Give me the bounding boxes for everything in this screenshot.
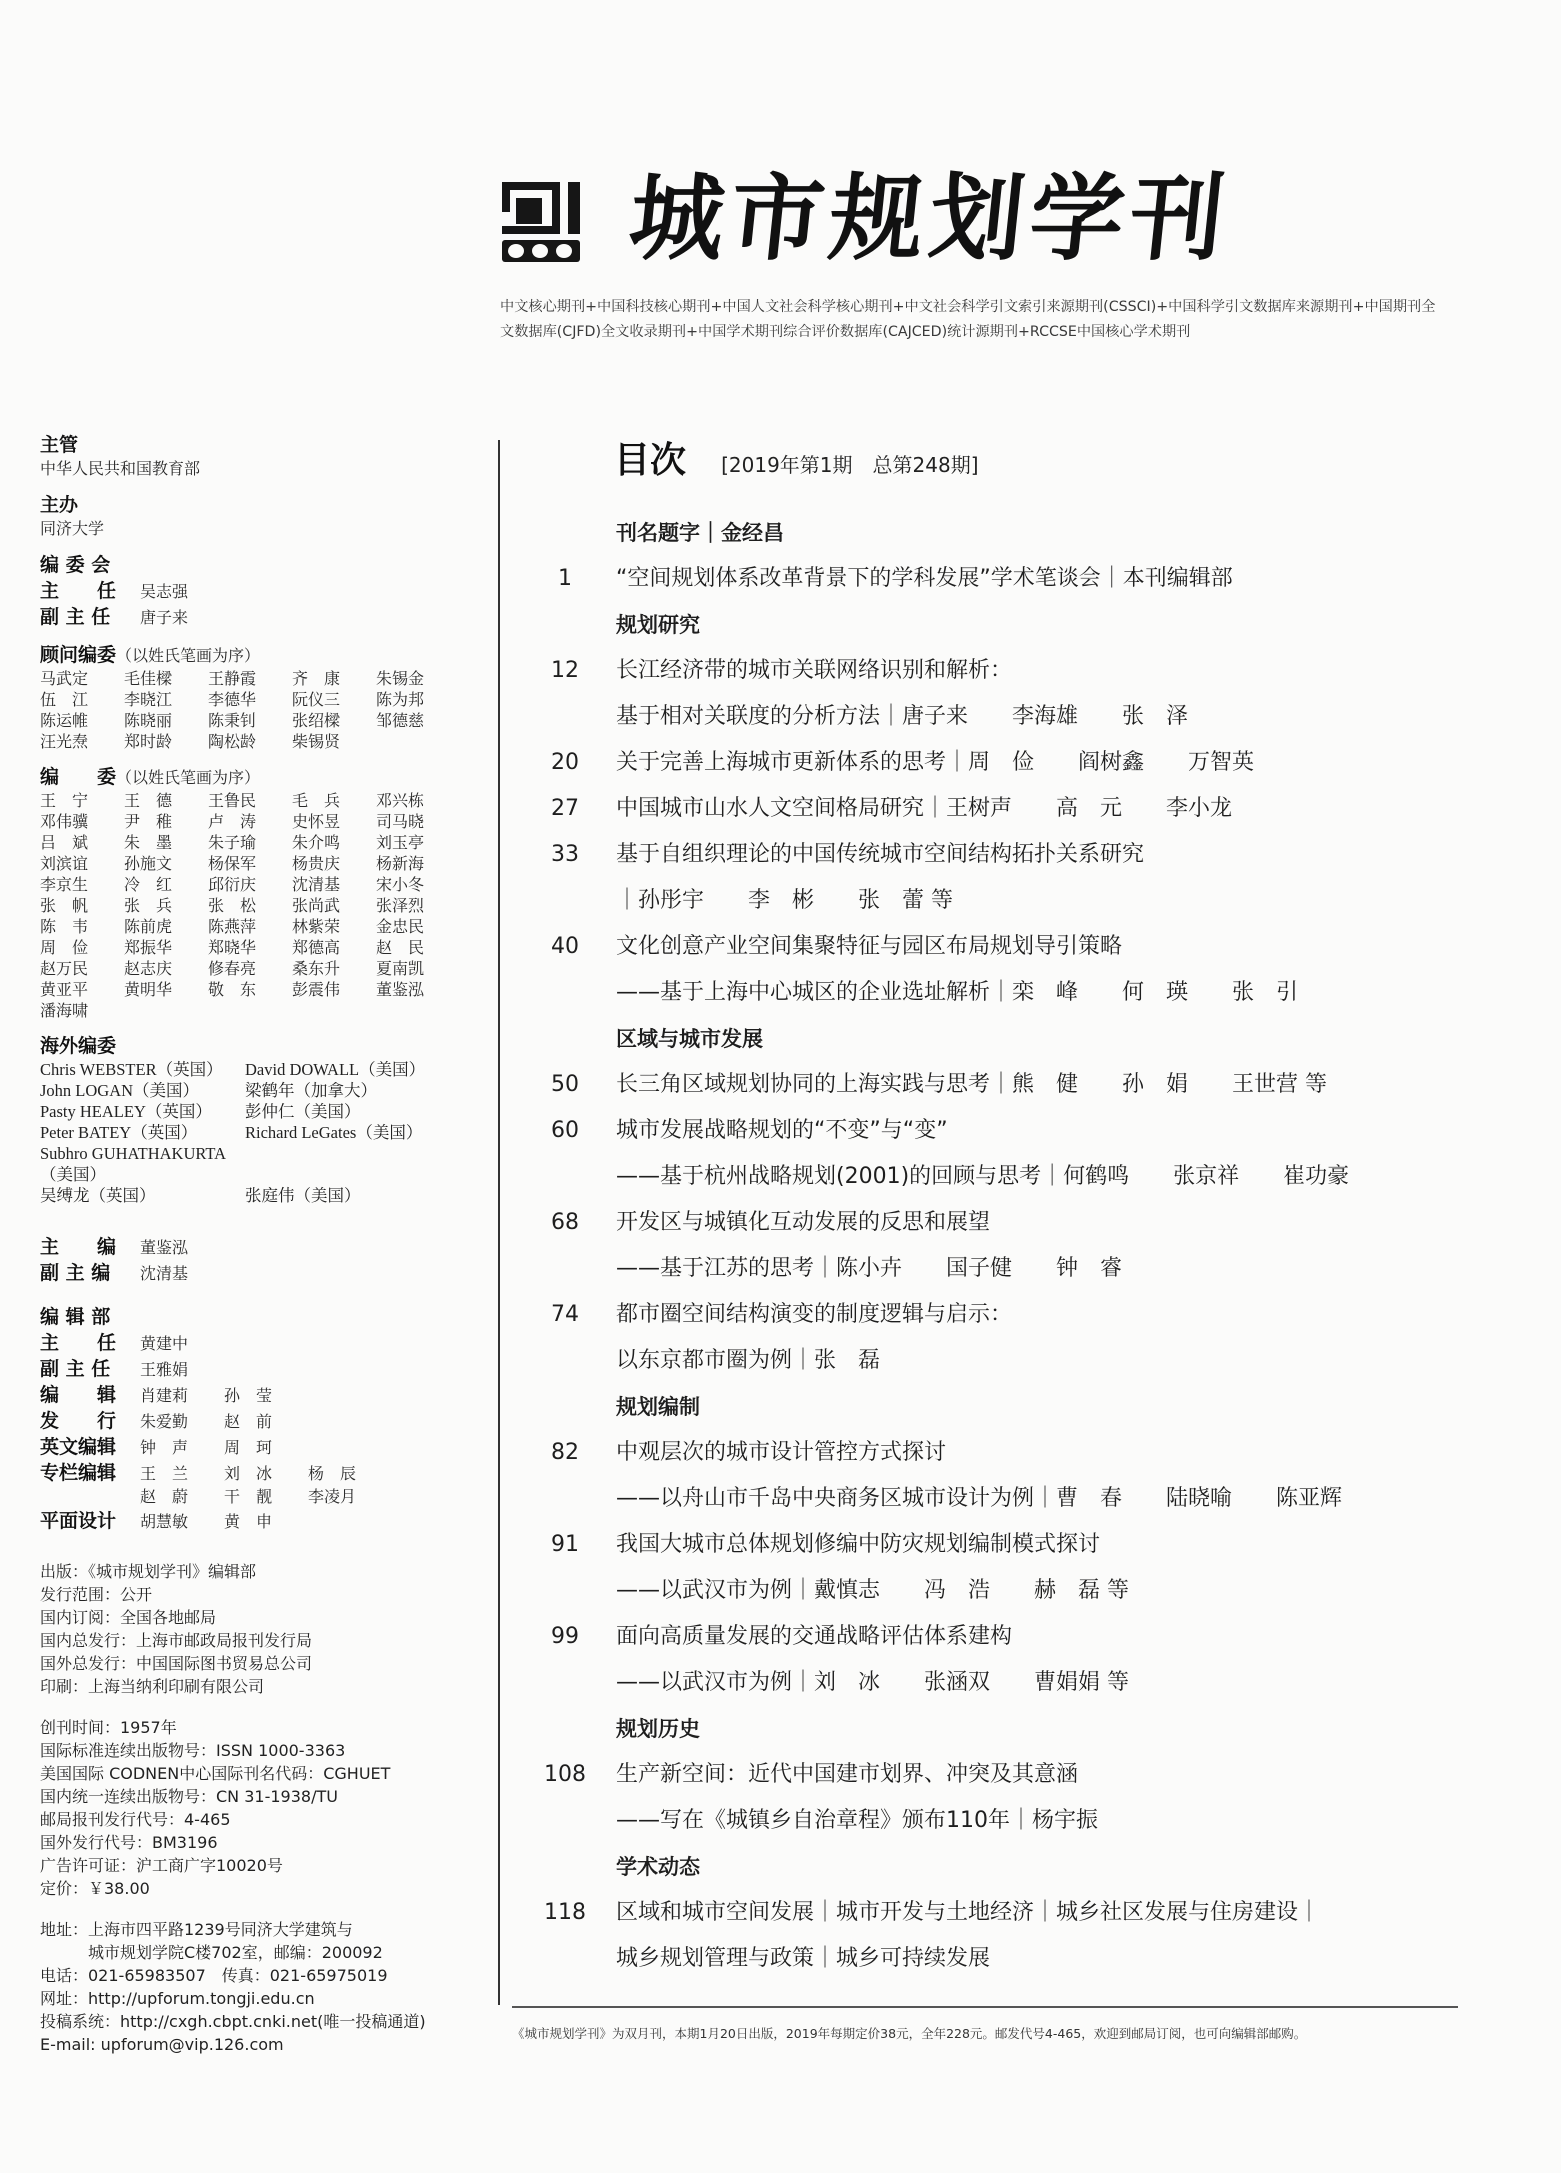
editorial-office-role: 副 主 任 bbox=[40, 1358, 111, 1380]
editors-names bbox=[40, 790, 480, 1021]
toc-entry bbox=[530, 1476, 1460, 1522]
issue-info: [2019年第1期 总第248期] bbox=[721, 453, 979, 477]
toc-title: 目次 bbox=[614, 440, 687, 481]
registration-line: 国内统一连续出版物号：CN 31-1938/TU bbox=[40, 1787, 338, 1806]
advisory-member: 邹德慈 bbox=[376, 711, 425, 730]
toc-page-number: 33 bbox=[551, 842, 579, 867]
editorial-office-member: 赵 前 bbox=[224, 1412, 273, 1431]
journal-logo bbox=[502, 182, 580, 262]
editor-member: 司马晓 bbox=[376, 812, 425, 831]
advisory-member: 李晓江 bbox=[124, 690, 173, 709]
editor-member: 王鲁民 bbox=[208, 791, 257, 810]
footer-note: 《城市规划学刊》为双月刊，本期1月20日出版，2019年每期定价38元，全年228元。邮发代号4-465，欢迎到邮局订阅，也可向编辑部邮购。 bbox=[512, 2026, 1307, 2041]
advisory-member: 陈晓丽 bbox=[124, 711, 173, 730]
toc-entry bbox=[530, 1338, 1460, 1384]
editorial-office-role: 英文编辑 bbox=[40, 1436, 117, 1458]
editor-member: 赵志庆 bbox=[124, 959, 173, 978]
publication-line: 发行范围：公开 bbox=[40, 1585, 153, 1604]
editor-member: 孙施文 bbox=[124, 854, 173, 873]
editor-member: 杨贵庆 bbox=[292, 854, 341, 873]
toc-entry bbox=[530, 832, 1460, 878]
toc-section bbox=[530, 510, 1460, 556]
toc-entry-title[interactable]: 文化创意产业空间集聚特征与园区布局规划导引策略 bbox=[616, 934, 1123, 959]
overseas-names bbox=[40, 1059, 480, 1206]
toc-page-number: 91 bbox=[551, 1532, 579, 1557]
editor-member: 沈清基 bbox=[292, 875, 341, 894]
editor-member: 桑东升 bbox=[292, 959, 341, 978]
toc-page-number: 50 bbox=[551, 1072, 579, 1097]
toc-page-number: 118 bbox=[544, 1900, 586, 1925]
advisory-member: 伍 江 bbox=[40, 690, 89, 709]
toc-entry bbox=[530, 740, 1460, 786]
contact-line: 地址：上海市四平路1239号同济大学建筑与 bbox=[40, 1920, 353, 1939]
editor-member: 王 德 bbox=[124, 791, 173, 810]
toc-entry bbox=[530, 1522, 1460, 1568]
overseas-member: 张庭伟（美国） bbox=[245, 1186, 361, 1205]
committee-role: 副 主 任 bbox=[40, 606, 111, 628]
editorial-office-label: 编 辑 部 bbox=[40, 1306, 111, 1328]
registration-line: 邮局报刊发行代号：4-465 bbox=[40, 1810, 231, 1829]
toc-page-number: 68 bbox=[551, 1210, 579, 1235]
editor-member: 郑德高 bbox=[292, 938, 341, 957]
editorial-office-member: 黄建中 bbox=[140, 1334, 189, 1353]
editorial-office-role: 编 辑 bbox=[40, 1384, 117, 1406]
toc-page-number: 60 bbox=[551, 1118, 579, 1143]
editorial-office-member: 朱爱勤 bbox=[140, 1412, 189, 1431]
advisory-member: 王静霞 bbox=[208, 669, 257, 688]
toc-entry-title[interactable]: 中观层次的城市设计管控方式探讨 bbox=[616, 1440, 947, 1465]
editor-member: 修春亮 bbox=[208, 959, 257, 978]
advisory-note: （以姓氏笔画为序） bbox=[116, 646, 261, 665]
advisory-block bbox=[40, 642, 480, 752]
contact-line: 投稿系统：http://cxgh.cbpt.cnki.net(唯一投稿通道) bbox=[40, 2012, 426, 2031]
editor-member: 周 俭 bbox=[40, 938, 89, 957]
editor-member: 冷 红 bbox=[124, 875, 173, 894]
supervisor-value: 中华人民共和国教育部 bbox=[40, 459, 201, 478]
editorial-office-names bbox=[140, 1359, 224, 1381]
editor-member: 宋小冬 bbox=[376, 875, 425, 894]
editor-member: 刘玉亭 bbox=[376, 833, 425, 852]
registration-line: 美国国际 CODNEN中心国际刊名代码：CGHUET bbox=[40, 1764, 391, 1783]
editor-member: 赵 民 bbox=[376, 938, 425, 957]
chief-editor-role: 副 主 编 bbox=[40, 1262, 111, 1284]
advisory-member: 汪光焘 bbox=[40, 732, 89, 751]
editorial-office-role: 发 行 bbox=[40, 1410, 117, 1432]
publication-line: 印刷：上海当纳利印刷有限公司 bbox=[40, 1677, 265, 1696]
editor-member: 郑晓华 bbox=[208, 938, 257, 957]
advisory-member: 陈运帷 bbox=[40, 711, 89, 730]
advisory-member: 阮仪三 bbox=[292, 690, 341, 709]
publication-line: 国内订阅：全国各地邮局 bbox=[40, 1608, 217, 1627]
column-divider bbox=[498, 440, 500, 2005]
overseas-member: David DOWALL（美国） bbox=[245, 1060, 426, 1079]
editor-member: 李京生 bbox=[40, 875, 89, 894]
overseas-label: 海外编委 bbox=[40, 1035, 117, 1057]
toc-entry-title[interactable]: 都市圈空间结构演变的制度逻辑与启示： bbox=[616, 1302, 1013, 1327]
editor-member: 吕 斌 bbox=[40, 833, 89, 852]
overseas-member: 吴缚龙（英国） bbox=[40, 1186, 156, 1205]
overseas-member: Richard LeGates（美国） bbox=[245, 1123, 423, 1142]
toc-entry bbox=[530, 556, 1460, 602]
publication-line: 国外总发行：中国国际图书贸易总公司 bbox=[40, 1654, 313, 1673]
advisory-member: 马武定 bbox=[40, 669, 89, 688]
editorial-board-column bbox=[40, 432, 480, 2068]
toc-section bbox=[530, 1706, 1460, 1752]
publication-line: 出版：《城市规划学刊》编辑部 bbox=[40, 1562, 257, 1581]
editorial-office-names bbox=[140, 1511, 308, 1533]
toc-entry bbox=[530, 1752, 1460, 1798]
overseas-member: Chris WEBSTER（英国） bbox=[40, 1060, 223, 1079]
advisory-member: 朱锡金 bbox=[376, 669, 425, 688]
editor-member: 尹 稚 bbox=[124, 812, 173, 831]
editorial-office-member: 王雅娟 bbox=[140, 1360, 189, 1379]
editor-member: 郑振华 bbox=[124, 938, 173, 957]
toc-entry-title[interactable]: ——以武汉市为例｜刘 冰 张涵双 曹娟娟 等 bbox=[616, 1670, 1129, 1695]
editor-member: 张泽烈 bbox=[376, 896, 425, 915]
editorial-office-names bbox=[140, 1437, 308, 1459]
toc-entry bbox=[530, 648, 1460, 694]
publication-line: 国内总发行：上海市邮政局报刊发行局 bbox=[40, 1631, 313, 1650]
editor-member: 陈 韦 bbox=[40, 917, 89, 936]
toc-entry bbox=[530, 924, 1460, 970]
toc-entry bbox=[530, 786, 1460, 832]
toc-entry-title[interactable]: 基于自组织理论的中国传统城市空间结构拓扑关系研究 bbox=[616, 842, 1145, 867]
editor-member: 朱介鸣 bbox=[292, 833, 341, 852]
toc-entry-title[interactable]: 关于完善上海城市更新体系的思考｜周 俭 阎树鑫 万智英 bbox=[616, 750, 1255, 775]
toc-entry-title[interactable]: 区域和城市空间发展｜城市开发与土地经济｜城乡社区发展与住房建设｜ bbox=[616, 1900, 1321, 1925]
editorial-office-row bbox=[40, 1434, 480, 1460]
toc-entry-title[interactable]: ——以舟山市千岛中央商务区城市设计为例｜曹 春 陆晓喻 陈亚辉 bbox=[616, 1486, 1343, 1511]
toc-entry bbox=[530, 1154, 1460, 1200]
sponsor-block bbox=[40, 492, 480, 540]
editors-block bbox=[40, 764, 480, 1021]
editor-member: 史怀昱 bbox=[292, 812, 341, 831]
editorial-office-names bbox=[140, 1411, 308, 1433]
editor-member: 夏南凯 bbox=[376, 959, 425, 978]
editorial-office-member: 孙 莹 bbox=[224, 1386, 273, 1405]
registration-line: 国外发行代号：BM3196 bbox=[40, 1833, 218, 1852]
toc-entry-title[interactable]: 中国城市山水人文空间格局研究｜王树声 高 元 李小龙 bbox=[616, 796, 1233, 821]
committee-row bbox=[40, 604, 480, 630]
overseas-member: Pasty HEALEY（英国） bbox=[40, 1102, 212, 1121]
toc-page-number: 27 bbox=[551, 796, 579, 821]
sponsor-value: 同济大学 bbox=[40, 519, 105, 538]
toc-page-number: 82 bbox=[551, 1440, 579, 1465]
toc-entry-title[interactable]: ｜孙彤宇 李 彬 张 蕾 等 bbox=[616, 888, 953, 913]
toc-section-title: 规划研究 bbox=[616, 613, 700, 637]
toc-entry-title[interactable]: 城乡规划管理与政策｜城乡可持续发展 bbox=[616, 1946, 991, 1971]
committee-name: 唐子来 bbox=[140, 608, 189, 627]
editorial-office-names bbox=[140, 1463, 392, 1485]
editor-member: 赵万民 bbox=[40, 959, 89, 978]
editorial-office-member: 王 兰 bbox=[140, 1464, 189, 1483]
toc-entry-title[interactable]: 长三角区域规划协同的上海实践与思考｜熊 健 孙 娟 王世营 等 bbox=[616, 1072, 1327, 1097]
toc-entry bbox=[530, 1614, 1460, 1660]
editor-member: 林紫荣 bbox=[292, 917, 341, 936]
toc-entry-title[interactable]: “空间规划体系改革背景下的学科发展”学术笔谈会｜本刊编辑部 bbox=[616, 566, 1233, 591]
editorial-office-member: 干 靓 bbox=[224, 1487, 273, 1506]
editorial-office-names bbox=[140, 1486, 392, 1508]
toc-entry-title[interactable]: 生产新空间：近代中国建市划界、冲突及其意涵 bbox=[616, 1762, 1079, 1787]
indexing-statement: 中文核心期刊+中国科技核心期刊+中国人文社会科学核心期刊+中文社会科学引文索引来源期刊(CSSCI)+中国科学引文数据库来源期刊+中国期刊全文数据库(CJFD)全文收录期刊+中国学术期刊综合评价数据库(CAJCED)统计源期刊+RCCSE中国核心学术期刊 bbox=[500, 299, 1436, 340]
contact-line: E-mail: upforum@vip.126.com bbox=[40, 2035, 284, 2054]
editor-member: 张尚武 bbox=[292, 896, 341, 915]
toc-entry bbox=[530, 1062, 1460, 1108]
toc-section bbox=[530, 1016, 1460, 1062]
editor-member: 朱 墨 bbox=[124, 833, 173, 852]
advisory-member: 柴锡贤 bbox=[292, 732, 341, 751]
editor-member: 邱衍庆 bbox=[208, 875, 257, 894]
toc-page-number: 20 bbox=[551, 750, 579, 775]
toc-entry bbox=[530, 1292, 1460, 1338]
contact-line: 电话：021-65983507 传真：021-65975019 bbox=[40, 1966, 388, 1985]
toc-section-title: 规划历史 bbox=[616, 1717, 700, 1741]
toc-section-title: 学术动态 bbox=[616, 1855, 700, 1879]
toc-section bbox=[530, 602, 1460, 648]
editor-member: 黄明华 bbox=[124, 980, 173, 999]
toc-section-title: 规划编制 bbox=[616, 1395, 700, 1419]
editorial-office-row bbox=[40, 1408, 480, 1434]
committee-label: 编 委 会 bbox=[40, 554, 111, 576]
toc-entry-title[interactable]: ——基于杭州战略规划(2001)的回顾与思考｜何鹤鸣 张京祥 崔功豪 bbox=[616, 1164, 1350, 1189]
toc-entry bbox=[530, 970, 1460, 1016]
chief-editor-role: 主 编 bbox=[40, 1236, 117, 1258]
toc-page-number: 40 bbox=[551, 934, 579, 959]
editorial-office-role: 主 任 bbox=[40, 1332, 117, 1354]
editorial-office-names bbox=[140, 1333, 224, 1355]
toc-section-title: 区域与城市发展 bbox=[616, 1027, 763, 1051]
advisory-names bbox=[40, 668, 480, 752]
committee-row bbox=[40, 578, 480, 604]
editor-member: 黄亚平 bbox=[40, 980, 89, 999]
editors-label: 编 委 bbox=[40, 766, 117, 788]
toc-section-title: 刊名题字｜金经昌 bbox=[616, 521, 784, 545]
overseas-block bbox=[40, 1033, 480, 1206]
editorial-office-block bbox=[40, 1304, 480, 1534]
toc-entry bbox=[530, 1890, 1460, 1936]
toc-page-number: 12 bbox=[551, 658, 579, 683]
toc-page-number: 108 bbox=[544, 1762, 586, 1787]
editorial-office-row bbox=[40, 1382, 480, 1408]
overseas-member: Subhro GUHATHAKURTA（美国） bbox=[40, 1144, 227, 1184]
editor-member: 陈前虎 bbox=[124, 917, 173, 936]
committee-role: 主 任 bbox=[40, 580, 117, 602]
overseas-member bbox=[245, 1143, 475, 1185]
editor-member: 朱子瑜 bbox=[208, 833, 257, 852]
editorial-office-row bbox=[40, 1460, 480, 1486]
editor-member: 敬 东 bbox=[208, 980, 257, 999]
toc-entry bbox=[530, 1798, 1460, 1844]
advisory-member: 张绍樑 bbox=[292, 711, 341, 730]
editor-member: 卢 涛 bbox=[208, 812, 257, 831]
editorial-office-names bbox=[140, 1385, 308, 1407]
chief-editor-row bbox=[40, 1234, 480, 1260]
overseas-member: Peter BATEY（英国） bbox=[40, 1123, 198, 1142]
editor-member: 董鉴泓 bbox=[376, 980, 425, 999]
editor-member: 金忠民 bbox=[376, 917, 425, 936]
toc-entry-title[interactable]: 城市发展战略规划的“不变”与“变” bbox=[616, 1118, 948, 1143]
advisory-member: 陈为邦 bbox=[376, 690, 425, 709]
toc-page-number: 99 bbox=[551, 1624, 579, 1649]
toc-entry-title[interactable]: ——写在《城镇乡自治章程》颁布110年｜杨宇振 bbox=[616, 1808, 1098, 1833]
toc-entry bbox=[530, 1430, 1460, 1476]
editorial-office-role: 专栏编辑 bbox=[40, 1462, 117, 1484]
toc-entry-title[interactable]: 面向高质量发展的交通战略评估体系建构 bbox=[616, 1624, 1013, 1649]
toc-header bbox=[614, 432, 979, 483]
toc-entry-title[interactable]: 长江经济带的城市关联网络识别和解析： bbox=[616, 658, 1013, 683]
committee-name: 吴志强 bbox=[140, 582, 189, 601]
toc-entry bbox=[530, 1246, 1460, 1292]
toc-entry bbox=[530, 1568, 1460, 1614]
registration-line: 广告许可证：沪工商广字10020号 bbox=[40, 1856, 283, 1875]
editor-member: 张 帆 bbox=[40, 896, 89, 915]
toc-entry-title[interactable]: 开发区与城镇化互动发展的反思和展望 bbox=[616, 1210, 991, 1235]
toc-section bbox=[530, 1844, 1460, 1890]
chief-editor-name: 沈清基 bbox=[140, 1264, 189, 1283]
toc-entry bbox=[530, 694, 1460, 740]
advisory-member: 毛佳樑 bbox=[124, 669, 173, 688]
publication-info bbox=[40, 1560, 480, 1698]
committee-rows bbox=[40, 578, 480, 630]
table-of-contents bbox=[530, 510, 1460, 1982]
editorial-office-member: 黄 申 bbox=[224, 1512, 273, 1531]
editor-member: 王 宁 bbox=[40, 791, 89, 810]
editorial-office-row bbox=[40, 1356, 480, 1382]
editor-member: 杨保军 bbox=[208, 854, 257, 873]
toc-entry bbox=[530, 878, 1460, 924]
footer-divider bbox=[512, 2006, 1458, 2008]
registration-line: 国际标准连续出版物号：ISSN 1000-3363 bbox=[40, 1741, 346, 1760]
toc-page-number: 1 bbox=[558, 566, 572, 591]
chief-editor-row bbox=[40, 1260, 480, 1286]
chief-editor-block bbox=[40, 1234, 480, 1286]
overseas-member: 彭仲仁（美国） bbox=[245, 1102, 361, 1121]
toc-entry bbox=[530, 1936, 1460, 1982]
toc-entry-title[interactable]: 我国大城市总体规划修编中防灾规划编制模式探讨 bbox=[616, 1532, 1101, 1557]
supervisor-block bbox=[40, 432, 480, 480]
registration-line: 创刊时间：1957年 bbox=[40, 1718, 177, 1737]
editorial-office-member: 杨 辰 bbox=[308, 1464, 357, 1483]
toc-entry-title[interactable]: ——以武汉市为例｜戴慎志 冯 浩 赫 磊 等 bbox=[616, 1578, 1129, 1603]
chief-editor-name: 董鉴泓 bbox=[140, 1238, 189, 1257]
editor-member: 潘海啸 bbox=[40, 1001, 89, 1020]
editor-member: 张 松 bbox=[208, 896, 257, 915]
overseas-member: 梁鹤年（加拿大） bbox=[245, 1081, 377, 1100]
editorial-office-member: 刘 冰 bbox=[224, 1464, 273, 1483]
editor-member: 陈燕萍 bbox=[208, 917, 257, 936]
registration-line: 定价：￥38.00 bbox=[40, 1879, 150, 1898]
toc-entry bbox=[530, 1108, 1460, 1154]
editorial-office-member: 赵 蔚 bbox=[140, 1487, 189, 1506]
sponsor-label: 主办 bbox=[40, 494, 79, 516]
toc-page-number: 74 bbox=[551, 1302, 579, 1327]
contact-line: 网址：http://upforum.tongji.edu.cn bbox=[40, 1989, 315, 2008]
registration-info bbox=[40, 1716, 480, 1900]
editorial-office-role: 平面设计 bbox=[40, 1510, 117, 1532]
toc-entry-title[interactable]: ——基于江苏的思考｜陈小卉 国子健 钟 睿 bbox=[616, 1256, 1123, 1281]
editor-member: 杨新海 bbox=[376, 854, 425, 873]
advisory-member: 李德华 bbox=[208, 690, 257, 709]
editor-member: 刘滨谊 bbox=[40, 854, 89, 873]
toc-entry-title[interactable]: 以东京都市圈为例｜张 磊 bbox=[616, 1348, 881, 1373]
editor-member: 邓兴栋 bbox=[376, 791, 425, 810]
editorial-office-row bbox=[40, 1486, 480, 1508]
toc-entry-title[interactable]: 基于相对关联度的分析方法｜唐子来 李海雄 张 泽 bbox=[616, 704, 1189, 729]
editorial-office-rows bbox=[40, 1330, 480, 1534]
overseas-member: John LOGAN（美国） bbox=[40, 1081, 200, 1100]
editorial-office-row bbox=[40, 1330, 480, 1356]
editorial-office-row bbox=[40, 1508, 480, 1534]
editor-member: 毛 兵 bbox=[292, 791, 341, 810]
supervisor-label: 主管 bbox=[40, 434, 79, 456]
committee-block bbox=[40, 552, 480, 630]
toc-section bbox=[530, 1384, 1460, 1430]
editorial-office-member: 钟 声 bbox=[140, 1438, 189, 1457]
editor-member: 彭震伟 bbox=[292, 980, 341, 999]
advisory-member: 郑时龄 bbox=[124, 732, 173, 751]
journal-title: 城市规划学刊 bbox=[624, 164, 1236, 274]
contact-line: 城市规划学院C楼702室，邮编：200092 bbox=[40, 1943, 383, 1962]
toc-entry bbox=[530, 1660, 1460, 1706]
advisory-member: 陈秉钊 bbox=[208, 711, 257, 730]
editorial-office-member: 李凌月 bbox=[308, 1487, 357, 1506]
editors-note: （以姓氏笔画为序） bbox=[116, 768, 261, 787]
toc-entry bbox=[530, 1200, 1460, 1246]
editor-member: 邓伟骥 bbox=[40, 812, 89, 831]
editorial-office-member: 胡慧敏 bbox=[140, 1512, 189, 1531]
editor-member: 张 兵 bbox=[124, 896, 173, 915]
advisory-label: 顾问编委 bbox=[40, 644, 117, 666]
toc-entry-title[interactable]: ——基于上海中心城区的企业选址解析｜栾 峰 何 瑛 张 引 bbox=[616, 980, 1299, 1005]
advisory-member: 陶松龄 bbox=[208, 732, 257, 751]
advisory-member: 齐 康 bbox=[292, 669, 341, 688]
editorial-office-member: 肖建莉 bbox=[140, 1386, 189, 1405]
editorial-office-member: 周 珂 bbox=[224, 1438, 273, 1457]
contact-info bbox=[40, 1918, 480, 2056]
